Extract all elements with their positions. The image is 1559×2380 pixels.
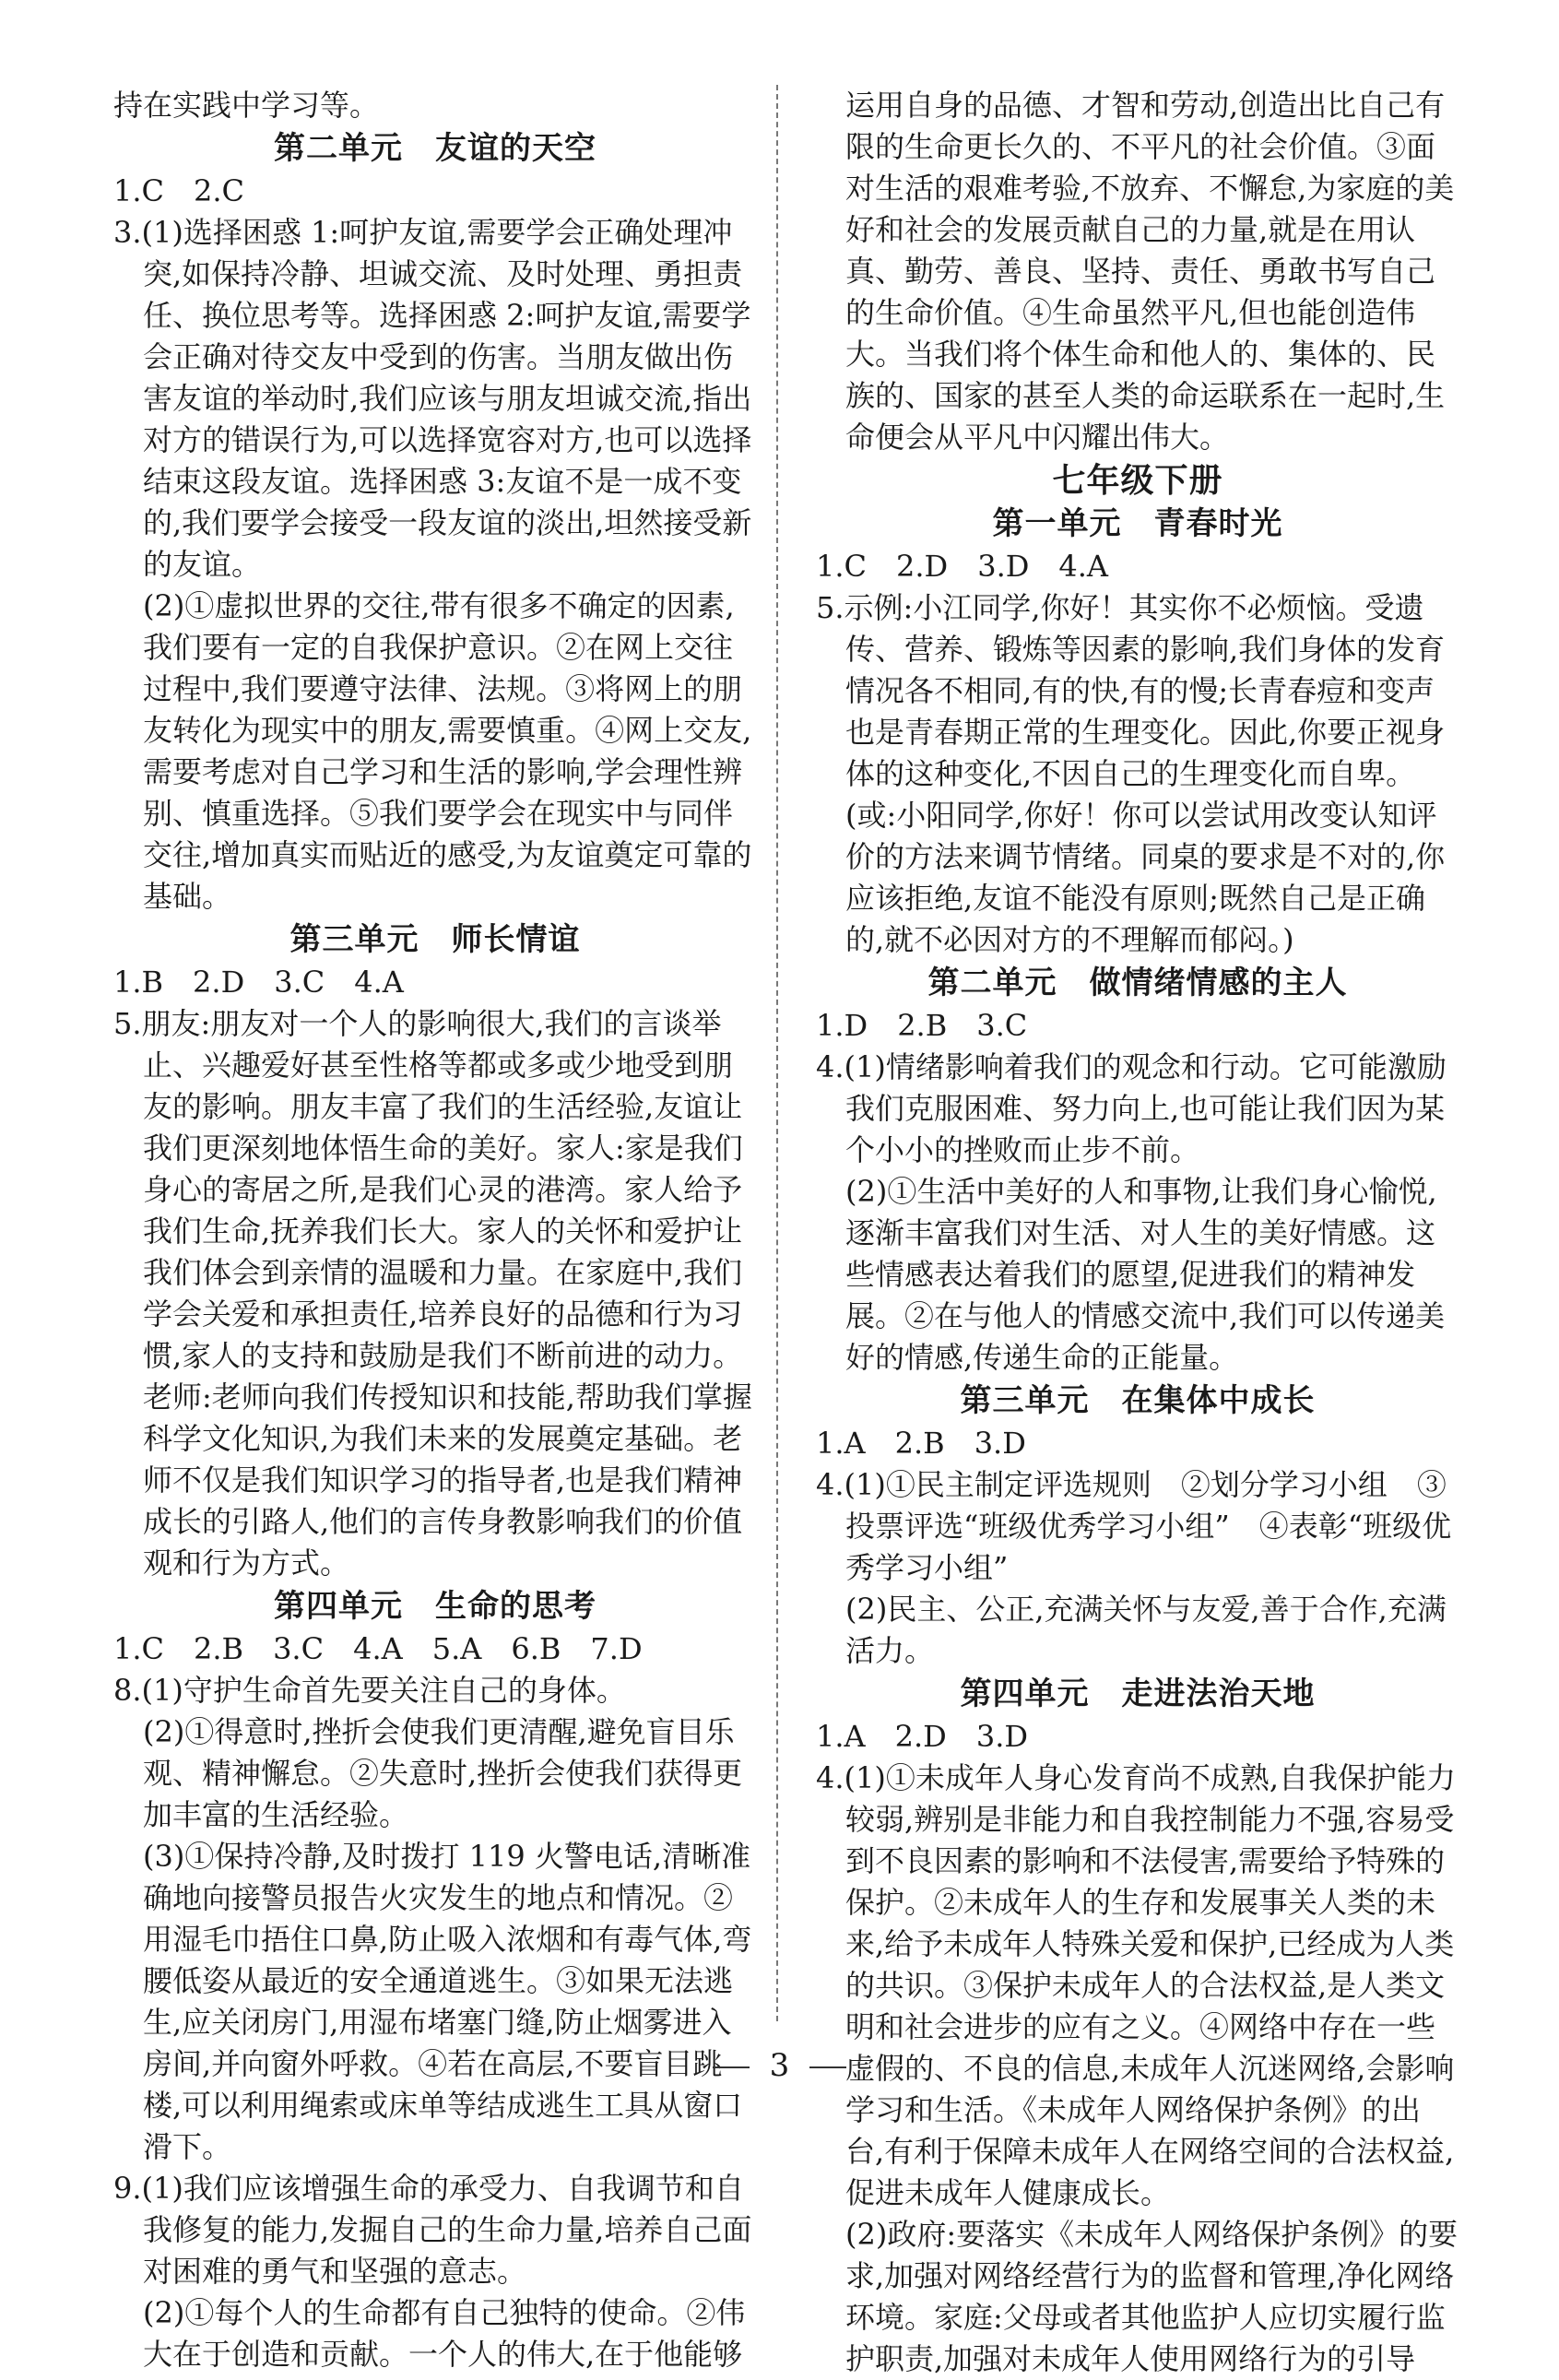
g7b-unit4-answers: 1.A 2.D 3.D: [816, 1719, 1029, 1754]
g7b-unit1-q5: 5.示例:小江同学,你好！其实你不必烦恼。受遗传、营养、锻炼等因素的影响,我们身体的发育情况各不相同,有的快,有的慢;长青春痘和变声也是青春期正常的生理变化。因此,你要正视身体的这种变化,不因自己的生理变化而自卑。(或:小阳同学,你好！你可以尝试用改变认知评价的方法来调节情绪。同桌的要求是不对的,你应该拒绝,友谊不能没有原则;既然自己是正确的,就不必因对方的不理解而郁闷。): [816, 590, 1446, 957]
g7b-unit3-answers: 1.A 2.B 3.D: [816, 1426, 1026, 1461]
page-number-footer: [0, 2047, 1559, 2084]
g7b-unit1-title: 第一单元 青春时光: [992, 505, 1283, 542]
unit4-q8-part2: (2)①得意时,挫折会使我们更清醒,避免盲目乐观、精神懈怠。②失意时,挫折会使我们获得更加丰富的生活经验。: [143, 1714, 743, 1832]
page-number: 3: [769, 2047, 790, 2084]
unit4-answers: 1.C 2.B 3.C 4.A 5.A 6.B 7.D: [113, 1631, 643, 1666]
unit4-q8-part3: (3)①保持冷静,及时拨打 119 火警电话,清晰准确地向接警员报告火灾发生的地点和情况。②用湿毛巾捂住口鼻,防止吸入浓烟和有毒气体,弯腰低姿从最近的安全通道逃生。③如果无法逃生,应关闭房门,用湿布堵塞门缝,防止烟雾进入房间,并向窗外呼救。④若在高层,不要盲目跳楼,可以利用绳索或床单等结成逃生工具从窗口滑下。: [143, 1839, 752, 2164]
unit2-q3-part2: (2)①虚拟世界的交往,带有很多不确定的因素,我们要有一定的自我保护意识。②在网上交往过程中,我们要遵守法律、法规。③将网上的朋友转化为现实中的朋友,需要慎重。④网上交友,需要考虑对自己学习和生活的影响,学会理性辨别、慎重选择。⑤我们要学会在现实中与同伴交往,增加真实而贴近的感受,为友谊奠定可靠的基础。: [143, 588, 752, 914]
left-intro: 持在实践中学习等。: [113, 88, 380, 123]
g7b-unit4-q4-part1: 4.(1)①未成年人身心发育尚不成熟,自我保护能力较弱,辨别是非能力和自我控制能力不强,容易受到不良因素的影响和不法侵害,需要给予特殊的保护。②未成年人的生存和发展事关人类的未来,给予未成年人特殊关爱和保护,已经成为人类的共识。③保护未成年人的合法权益,是人类文明和社会进步的应有之义。④网络中存在一些虚假的、不良的信息,未成年人沉迷网络,会影响学习和生活。《未成年人网络保护条例》的出台,有利于保障未成年人在网络空间的合法权益,促进未成年人健康成长。: [816, 1760, 1457, 2210]
right-column: [816, 85, 1459, 2380]
g7b-unit4-title: 第四单元 走进法治天地: [960, 1675, 1316, 1712]
g7b-unit4-q4-part2: (2)政府:要落实《未成年人网络保护条例》的要求,加强对网络经营行为的监督和管理,净化网络环境。家庭:父母或者其他监护人应切实履行监护职责,加强对未成年人使用网络行为的引导: [845, 2217, 1459, 2376]
unit4-q9-part2: (2)①每个人的生命都有自己独特的使命。②伟大在于创造和贡献。一个人的伟大,在于他能够: [143, 2295, 746, 2372]
unit3-title: 第三单元 师长情谊: [289, 921, 581, 958]
g7b-unit3-q4-part2: (2)民主、公正,充满关怀与友爱,善于合作,充满活力。: [845, 1592, 1447, 1668]
unit4-q9-part1: 9.(1)我们应该增强生命的承受力、自我调节和自我修复的能力,发掘自己的生命力量,培养自己面对困难的勇气和坚强的意志。: [113, 2171, 752, 2289]
g7b-unit1-answers: 1.C 2.D 3.D 4.A: [816, 549, 1109, 584]
g7b-unit3-title: 第三单元 在集体中成长: [960, 1382, 1316, 1419]
unit3-answers: 1.B 2.D 3.C 4.A: [113, 965, 404, 1000]
page-number-dash-right: [809, 2066, 846, 2068]
left-column: [113, 85, 757, 2375]
g7b-unit2-title: 第二单元 做情绪情感的主人: [927, 965, 1348, 1001]
unit2-q3-part1: 3.(1)选择困惑 1:呵护友谊,需要学会正确处理冲突,如保持冷静、坦诚交流、及时处理、勇担责任、换位思考等。选择困惑 2:呵护友谊,需要学会正确对待交友中受到的伤害。当朋友做出伤害友谊的举动时,我们应该与朋友坦诚交流,指出对方的错误行为,可以选择宽容对方,也可以选择结束这段友谊。选择困惑 3:友谊不是一成不变的,我们要学会接受一段友谊的淡出,坦然接受新的友谊。: [113, 215, 752, 582]
unit4-title: 第四单元 生命的思考: [274, 1588, 596, 1625]
g7b-unit2-q4-part1: 4.(1)情绪影响着我们的观念和行动。它可能激励我们克服困难、努力向上,也可能让我们因为某个小小的挫败而止步不前。: [816, 1049, 1447, 1167]
g7b-unit2-q4-part2: (2)①生活中美好的人和事物,让我们身心愉悦,逐渐丰富我们对生活、对人生的美好情感。这些情感表达着我们的愿望,促进我们的精神发展。②在与他人的情感交流中,我们可以传递美好的情感,传递生命的正能量。: [845, 1174, 1446, 1375]
unit2-answers: 1.C 2.C: [113, 173, 245, 208]
grade-title: 七年级下册: [1052, 461, 1223, 500]
column-divider: [776, 85, 778, 2021]
unit3-q5: 5.朋友:朋友对一个人的影响很大,我们的言谈举止、兴趣爱好甚至性格等都或多或少地受到朋友的影响。朋友丰富了我们的生活经验,友谊让我们更深刻地体悟生命的美好。家人:家是我们身心的寄居之所,是我们心灵的港湾。家人给予我们生命,抚养我们长大。家人的关怀和爱护让我们体会到亲情的温暖和力量。在家庭中,我们学会关爱和承担责任,培养良好的品德和行为习惯,家人的支持和鼓励是我们不断前进的动力。老师:老师向我们传授知识和技能,帮助我们掌握科学文化知识,为我们未来的发展奠定基础。老师不仅是我们知识学习的指导者,也是我们精神成长的引路人,他们的言传身教影响我们的价值观和行为方式。: [113, 1006, 752, 1581]
g7b-unit2-answers: 1.D 2.B 3.C: [816, 1008, 1028, 1043]
unit2-title: 第二单元 友谊的天空: [274, 130, 596, 167]
unit4-q8-part1: 8.(1)守护生命首先要关注自己的身体。: [113, 1673, 626, 1708]
g7b-unit3-q4-part1: 4.(1)①民主制定评选规则 ②划分学习小组 ③投票评选“班级优秀学习小组” ④表彰“班级优秀学习小组”: [816, 1467, 1452, 1585]
page-number-dash-left: [713, 2066, 750, 2068]
right-continuation: 运用自身的品德、才智和劳动,创造出比自己有限的生命更长久的、不平凡的社会价值。③面对生活的艰难考验,不放弃、不懈怠,为家庭的美好和社会的发展贡献自己的力量,就是在用认真、勤劳、善良、坚持、责任、勇敢书写自己的生命价值。④生命虽然平凡,但也能创造伟大。当我们将个体生命和他人的、集体的、民族的、国家的甚至人类的命运联系在一起时,生命便会从平凡中闪耀出伟大。: [845, 88, 1455, 455]
